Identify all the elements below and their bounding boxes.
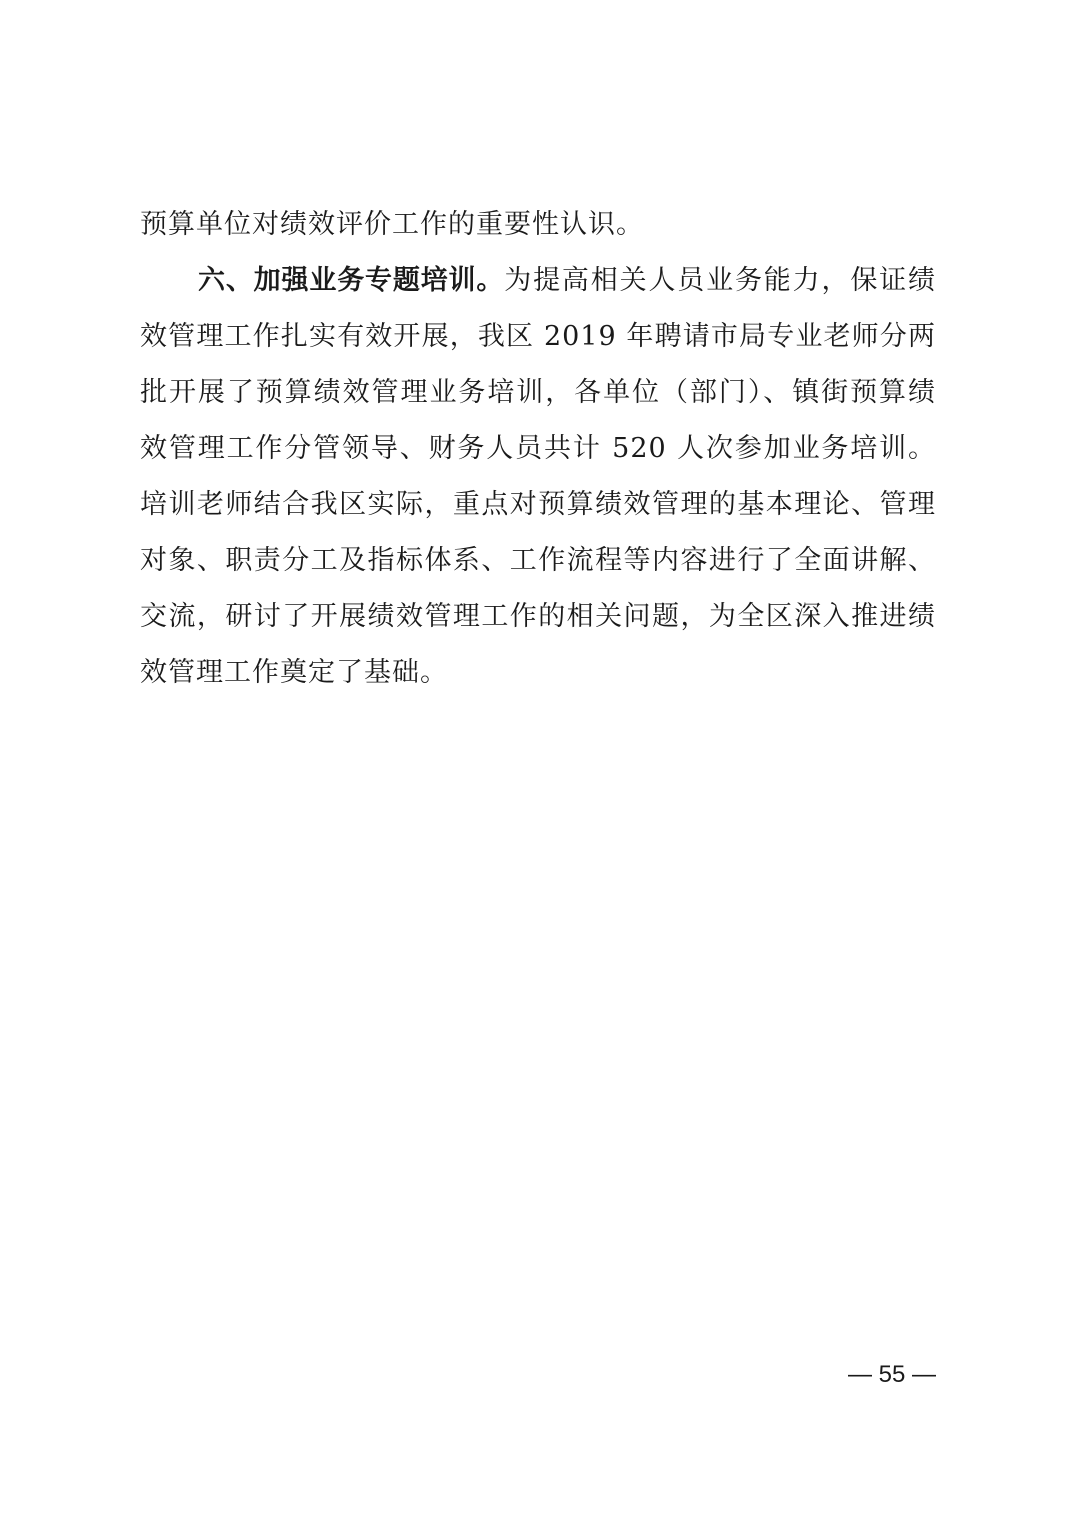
page-number: — 55 —	[847, 1361, 936, 1388]
body-text	[140, 197, 936, 701]
section-body: 为提高相关人员业务能力，保证绩效管理工作扎实有效开展，我区 2019 年聘请市局专业老师分两批开展了预算绩效管理业务培训，各单位（部门）、镇街预算绩效管理工作分管领导、财务人员共计 520 人次参加业务培训。培训老师结合我区实际，重点对预算绩效管理的基本理论、管理对象、职责分工及指标体系、工作流程等内容进行了全面讲解、交流，研讨了开展绩效管理工作的相关问题，为全区深入推进绩效管理工作奠定了基础。	[140, 265, 937, 688]
continuation-paragraph: 预算单位对绩效评价工作的重要性认识。	[140, 209, 644, 240]
section-paragraph	[140, 253, 936, 701]
section-heading: 六、加强业务专题培训。	[198, 265, 505, 296]
